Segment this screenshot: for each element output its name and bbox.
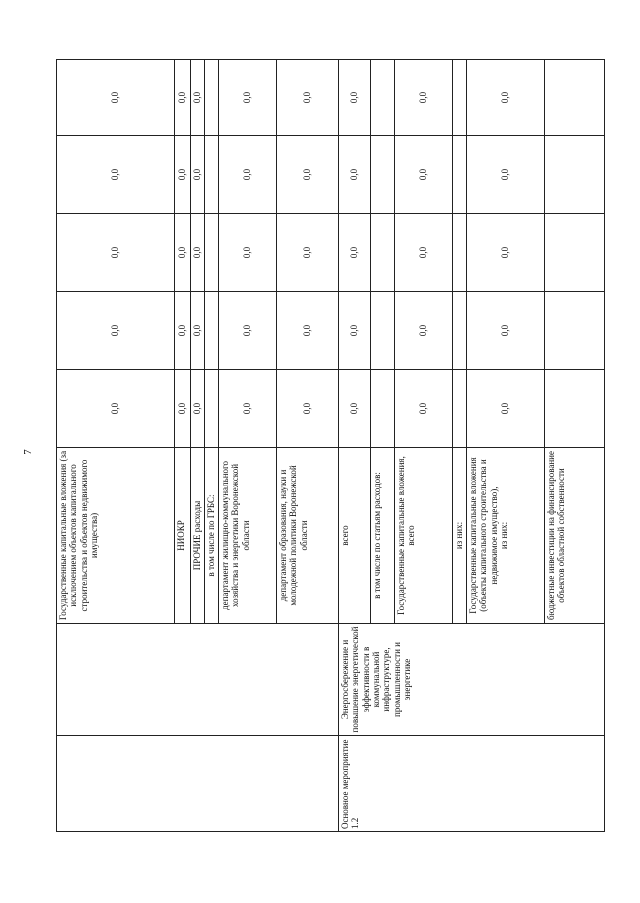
value-cell: 0,0 (395, 214, 453, 292)
value-cell: 0,0 (175, 214, 191, 292)
row-label-subtext: из них: (499, 521, 510, 550)
row-label: бюджетные инвестиции на финансирование объектов областной собственности (545, 448, 605, 624)
value-cell: 0,0 (57, 60, 175, 136)
value-cell (371, 292, 395, 370)
value-cell: 0,0 (191, 136, 205, 214)
value-cell: 0,0 (57, 214, 175, 292)
value-cell: 0,0 (175, 370, 191, 448)
value-cell: 0,0 (191, 370, 205, 448)
funding-table (56, 59, 605, 832)
value-cell (545, 136, 605, 214)
value-cell: 0,0 (395, 370, 453, 448)
value-cell: 0,0 (467, 292, 545, 370)
value-cell: 0,0 (175, 60, 191, 136)
value-cell: 0,0 (191, 292, 205, 370)
page-number: 7 (22, 449, 34, 455)
value-cell (545, 214, 605, 292)
table-body (57, 60, 605, 832)
row-label-text: Государственные капитальные вложения (объекты капитального строительства и недвижимое имущество), (468, 457, 499, 614)
table-row (57, 60, 175, 832)
value-cell (545, 60, 605, 136)
value-cell: 0,0 (339, 292, 371, 370)
table-row (339, 60, 371, 832)
row-label: из них: (453, 448, 467, 624)
value-cell: 0,0 (395, 292, 453, 370)
row-label: ПРОЧИЕ расходы (191, 448, 205, 624)
value-cell: 0,0 (467, 136, 545, 214)
value-cell: 0,0 (467, 60, 545, 136)
blank-cell (57, 624, 339, 736)
value-cell: 0,0 (57, 136, 175, 214)
value-cell (453, 60, 467, 136)
value-cell (205, 60, 219, 136)
value-cell (371, 60, 395, 136)
value-cell: 0,0 (339, 136, 371, 214)
value-cell (453, 292, 467, 370)
row-label: департамент образования, науки и молодежной политики Воронежской области (277, 448, 339, 624)
value-cell (371, 214, 395, 292)
value-cell (453, 214, 467, 292)
blank-cell (57, 736, 339, 832)
value-cell: 0,0 (57, 370, 175, 448)
section-label: Основное мероприятие 1.2 (339, 736, 605, 832)
value-cell: 0,0 (467, 370, 545, 448)
row-label: Государственные капитальные вложения, всего (395, 448, 453, 624)
section-name: Энергосбережение и повышение энергетической эффективности в коммунальной инфраструктуре, промышленности и энергетике (339, 624, 605, 736)
value-cell: 0,0 (339, 370, 371, 448)
value-cell: 0,0 (191, 214, 205, 292)
value-cell (371, 370, 395, 448)
value-cell: 0,0 (395, 60, 453, 136)
rotated-table-sheet (56, 60, 576, 832)
value-cell: 0,0 (467, 214, 545, 292)
value-cell: 0,0 (277, 214, 339, 292)
value-cell: 0,0 (277, 136, 339, 214)
value-cell (453, 370, 467, 448)
value-cell (205, 370, 219, 448)
row-label: всего (339, 448, 371, 624)
value-cell: 0,0 (219, 292, 277, 370)
row-label: департамент жилищно-коммунального хозяйства и энергетики Воронежской области (219, 448, 277, 624)
value-cell (205, 292, 219, 370)
row-label: в том числе по ГРБС: (205, 448, 219, 624)
value-cell: 0,0 (175, 136, 191, 214)
value-cell: 0,0 (219, 370, 277, 448)
value-cell: 0,0 (219, 60, 277, 136)
value-cell (205, 136, 219, 214)
value-cell: 0,0 (219, 136, 277, 214)
row-label (467, 448, 545, 624)
row-label: НИОКР (175, 448, 191, 624)
value-cell: 0,0 (339, 214, 371, 292)
value-cell: 0,0 (191, 60, 205, 136)
value-cell: 0,0 (277, 292, 339, 370)
value-cell: 0,0 (277, 370, 339, 448)
value-cell (545, 370, 605, 448)
value-cell: 0,0 (339, 60, 371, 136)
value-cell: 0,0 (57, 292, 175, 370)
value-cell: 0,0 (219, 214, 277, 292)
row-label: в том числе по статьям расходов: (371, 448, 395, 624)
value-cell: 0,0 (395, 136, 453, 214)
value-cell (453, 136, 467, 214)
row-label: Государственные капитальные вложения (за исключением объектов капитального строительства и объектов недвижимого имущества) (57, 448, 175, 624)
value-cell: 0,0 (175, 292, 191, 370)
value-cell (371, 136, 395, 214)
value-cell (545, 292, 605, 370)
value-cell: 0,0 (277, 60, 339, 136)
value-cell (205, 214, 219, 292)
